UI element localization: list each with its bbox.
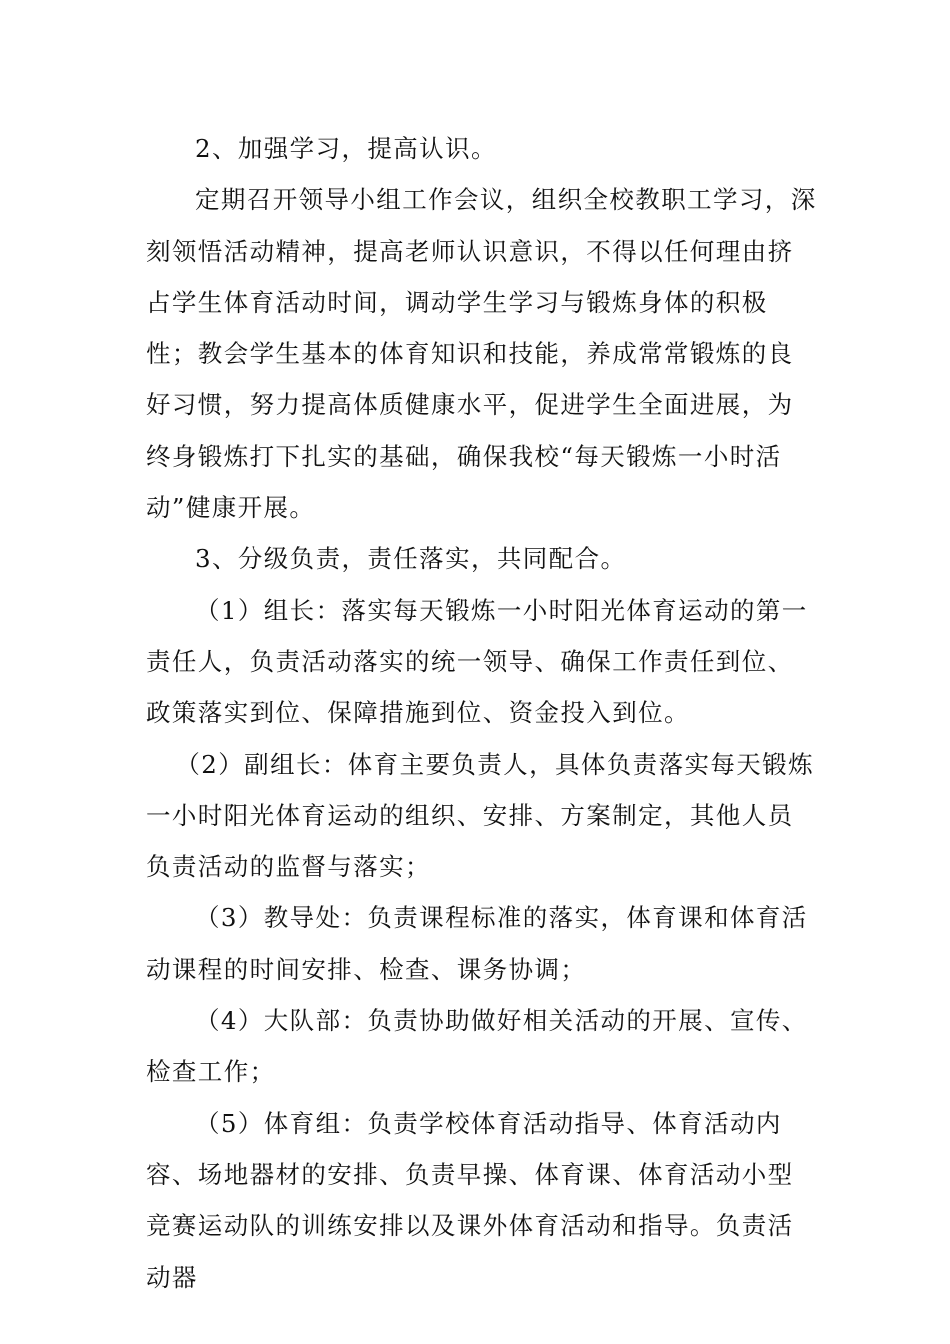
paragraph-academic-office: （3）教导处：负责课程标准的落实，体育课和体育活动课程的时间安排、检查、课务协调； [146, 903, 808, 984]
paragraph-study: 定期召开领导小组工作会议，组织全校教职工学习，深刻领悟活动精神，提高老师认识意识，不得以任何理由挤占学生体育活动时间，调动学生学习与锻炼身体的积极性；教会学生基本的体育知识和技能，养成常常锻炼的良好习惯，努力提高体质健康水平，促进学生全面进展，为终身锻炼打下扎实的基础，确保我校“每天锻炼一小时活动”健康开展。 [146, 185, 817, 523]
paragraph-brigade-dept: （4）大队部：负责协助做好相关活动的开展、宣传、检查工作； [146, 1006, 808, 1087]
paragraph-heading-2: 2、加强学习，提高认识。 [195, 134, 497, 163]
paragraph-deputy-leader: （2）副组长：体育主要负责人，具体负责落实每天锻炼一小时阳光体育运动的组织、安排、方案制定，其他人员负责活动的监督与落实； [146, 749, 814, 882]
paragraph-pe-group: （5）体育组：负责学校体育活动指导、体育活动内容、场地器材的安排、负责早操、体育课、体育活动小型竞赛运动队的训练安排以及课外体育活动和指导。负责活动器 [146, 1108, 794, 1292]
paragraph-leader: （1）组长：落实每天锻炼一小时阳光体育运动的第一责任人，负责活动落实的统一领导、确保工作责任到位、政策落实到位、保障措施到位、资金投入到位。 [146, 595, 808, 728]
document-body [146, 123, 818, 1303]
paragraph-heading-3: 3、分级负责，责任落实，共同配合。 [195, 544, 627, 574]
